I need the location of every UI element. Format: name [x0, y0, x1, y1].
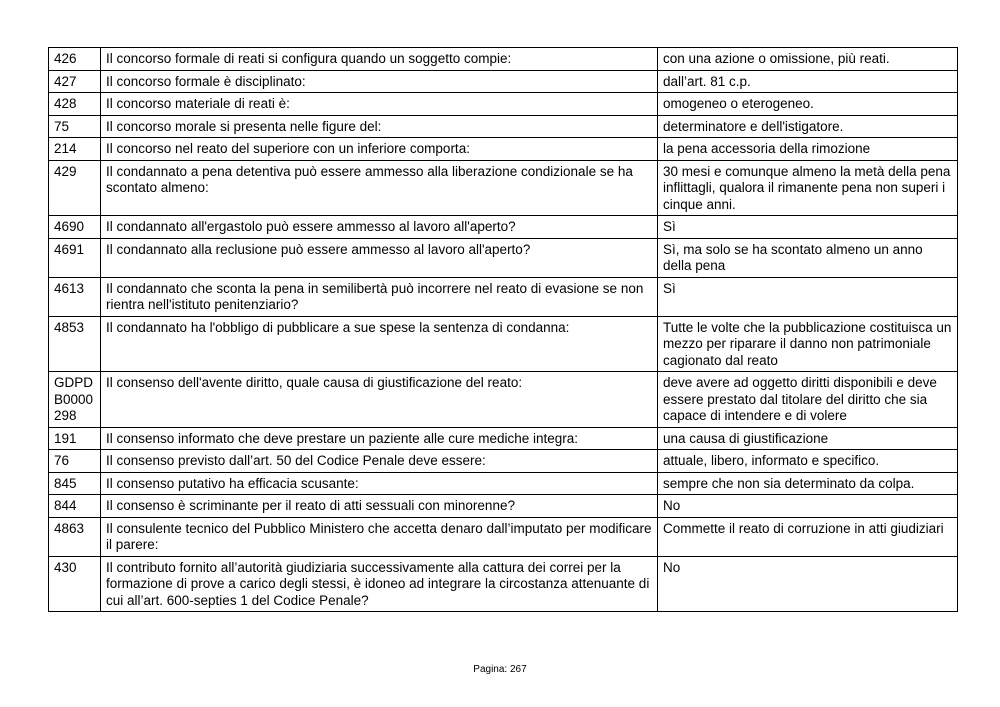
- qa-table-body: [49, 48, 958, 612]
- row-answer: Sì: [658, 277, 958, 316]
- row-id: 430: [49, 556, 101, 612]
- table-row: [49, 556, 958, 612]
- row-question: Il concorso nel reato del superiore con un inferiore comporta:: [101, 138, 658, 161]
- table-row: [49, 450, 958, 473]
- row-answer: con una azione o omissione, più reati.: [658, 48, 958, 71]
- row-id: 429: [49, 160, 101, 216]
- row-answer: Sì, ma solo se ha scontato almeno un anno della pena: [658, 238, 958, 277]
- row-answer: Tutte le volte che la pubblicazione costituisca un mezzo per riparare il danno non patrimoniale cagionato dal reato: [658, 316, 958, 372]
- row-question: Il consenso putativo ha efficacia scusante:: [101, 472, 658, 495]
- row-question: Il consenso informato che deve prestare un paziente alle cure mediche integra:: [101, 427, 658, 450]
- table-row: [49, 93, 958, 116]
- row-id: 428: [49, 93, 101, 116]
- row-answer: determinatore e dell'istigatore.: [658, 115, 958, 138]
- row-id: 426: [49, 48, 101, 71]
- row-question: Il concorso morale si presenta nelle figure del:: [101, 115, 658, 138]
- table-row: [49, 316, 958, 372]
- row-answer: dall’art. 81 c.p.: [658, 70, 958, 93]
- row-id: 4863: [49, 517, 101, 556]
- row-id: 427: [49, 70, 101, 93]
- table-row: [49, 277, 958, 316]
- row-question: Il consenso previsto dall’art. 50 del Codice Penale deve essere:: [101, 450, 658, 473]
- row-question: Il concorso materiale di reati è:: [101, 93, 658, 116]
- row-id: GDPD B0000 298: [49, 372, 101, 428]
- row-answer: la pena accessoria della rimozione: [658, 138, 958, 161]
- table-row: [49, 372, 958, 428]
- row-answer: Commette il reato di corruzione in atti giudiziari: [658, 517, 958, 556]
- table-row: [49, 48, 958, 71]
- row-id: 75: [49, 115, 101, 138]
- table-row: [49, 160, 958, 216]
- row-answer: No: [658, 556, 958, 612]
- row-id: 214: [49, 138, 101, 161]
- row-id: 4691: [49, 238, 101, 277]
- row-question: Il condannato che sconta la pena in semilibertà può incorrere nel reato di evasione se non rientra nell'istituto penitenziario?: [101, 277, 658, 316]
- row-question: Il condannato ha l'obbligo di pubblicare a sue spese la sentenza di condanna:: [101, 316, 658, 372]
- table-row: [49, 472, 958, 495]
- row-question: Il concorso formale è disciplinato:: [101, 70, 658, 93]
- row-id: 844: [49, 495, 101, 518]
- row-question: Il contributo fornito all’autorità giudiziaria successivamente alla cattura dei correi per la formazione di prove a carico degli stessi, è idoneo ad integrare la circostanza attenuante di cui all’art. 600-septies 1 del Codice Penale?: [101, 556, 658, 612]
- row-question: Il consenso dell'avente diritto, quale causa di giustificazione del reato:: [101, 372, 658, 428]
- row-id: 191: [49, 427, 101, 450]
- table-row: [49, 115, 958, 138]
- row-id: 4690: [49, 216, 101, 239]
- row-answer: sempre che non sia determinato da colpa.: [658, 472, 958, 495]
- row-id: 76: [49, 450, 101, 473]
- table-row: [49, 138, 958, 161]
- qa-table: [48, 47, 958, 612]
- row-id: 4613: [49, 277, 101, 316]
- row-id: 845: [49, 472, 101, 495]
- row-question: Il consulente tecnico del Pubblico Ministero che accetta denaro dall’imputato per modificare il parere:: [101, 517, 658, 556]
- row-answer: attuale, libero, informato e specifico.: [658, 450, 958, 473]
- table-row: [49, 70, 958, 93]
- row-answer: Sì: [658, 216, 958, 239]
- row-answer: No: [658, 495, 958, 518]
- row-question: Il condannato alla reclusione può essere ammesso al lavoro all'aperto?: [101, 238, 658, 277]
- row-question: Il condannato all'ergastolo può essere ammesso al lavoro all'aperto?: [101, 216, 658, 239]
- table-row: [49, 427, 958, 450]
- row-answer: deve avere ad oggetto diritti disponibili e deve essere prestato dal titolare del diritto che sia capace di intendere e di volere: [658, 372, 958, 428]
- row-question: Il condannato a pena detentiva può essere ammesso alla liberazione condizionale se ha scontato almeno:: [101, 160, 658, 216]
- page-number: Pagina: 267: [473, 664, 527, 675]
- table-row: [49, 238, 958, 277]
- row-answer: 30 mesi e comunque almeno la metà della pena inflittagli, qualora il rimanente pena non superi i cinque anni.: [658, 160, 958, 216]
- row-answer: una causa di giustificazione: [658, 427, 958, 450]
- row-question: Il consenso è scriminante per il reato di atti sessuali con minorenne?: [101, 495, 658, 518]
- table-row: [49, 517, 958, 556]
- row-id: 4853: [49, 316, 101, 372]
- table-row: [49, 216, 958, 239]
- row-answer: omogeneo o eterogeneo.: [658, 93, 958, 116]
- table-row: [49, 495, 958, 518]
- row-question: Il concorso formale di reati si configura quando un soggetto compie:: [101, 48, 658, 71]
